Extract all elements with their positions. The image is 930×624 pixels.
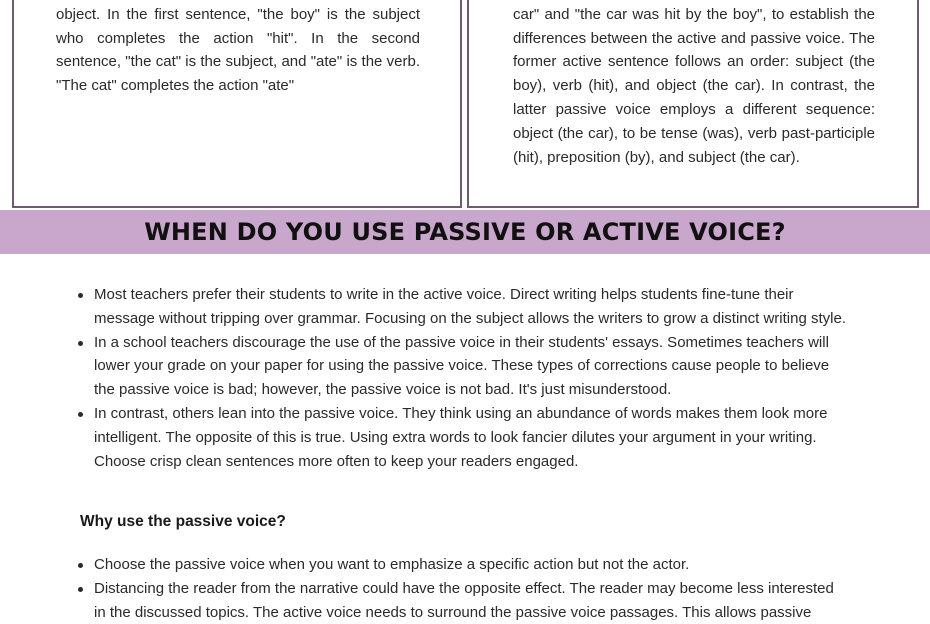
second-bullet-list — [0, 553, 930, 624]
right-text-box — [467, 0, 919, 208]
left-text-box — [12, 0, 462, 208]
subheading: Why use the passive voice? — [80, 513, 286, 530]
bullet-dot-icon — [78, 587, 83, 592]
bullet-list — [0, 283, 930, 473]
list-item: In a school teachers discourage the use of the passive voice in their students' essays. Sometimes teachers will lower your grade on your paper for using the passive voice. These types of corrections cause people to believe the passive voice is bad; however, the passive voice is not bad. It's just misunderstood. — [0, 331, 930, 402]
left-box-paragraph: object. In the first sentence, "the boy" is the subject who completes the action "hit". In the second sentence, "the cat" is the subject, and "ate" is the verb. "The cat" completes the action "ate" — [56, 5, 420, 95]
bullet-dot-icon — [78, 563, 83, 568]
list-item: Choose the passive voice when you want to emphasize a specific action but not the actor. — [0, 553, 930, 577]
right-box-paragraph: car" and "the car was hit by the boy", to establish the differences between the active and passive voice. The former active sentence follows an order: subject (the boy), verb (hit), and object (the car). In contrast, the latter passive voice employs a different sequence: object (the car), to be tense (was), verb past-participle (hit), preposition (by), and subject (the car). — [513, 5, 875, 166]
section-heading-band — [0, 210, 930, 254]
bullet-dot-icon — [78, 341, 83, 346]
bullet-dot-icon — [78, 293, 83, 298]
bullet-dot-icon — [78, 412, 83, 417]
list-item: Most teachers prefer their students to write in the active voice. Direct writing helps students fine-tune their message without tripping over grammar. Focusing on the subject allows the writers to grow a distinct writing style. — [0, 283, 930, 331]
list-item: In contrast, others lean into the passive voice. They think using an abundance of words makes them look more intelligent. The opposite of this is true. Using extra words to look fancier dilutes your argument in your writing. Choose crisp clean sentences more often to keep your readers engaged. — [0, 402, 930, 473]
list-item: Distancing the reader from the narrative could have the opposite effect. The reader may become less interested in the discussed topics. The active voice needs to surround the passive voice passages. This allows passive — [0, 577, 930, 624]
section-heading: WHEN DO YOU USE PASSIVE OR ACTIVE VOICE? — [144, 218, 786, 246]
second-bullet-list-section — [0, 553, 930, 624]
bullet-list-section — [0, 283, 930, 473]
